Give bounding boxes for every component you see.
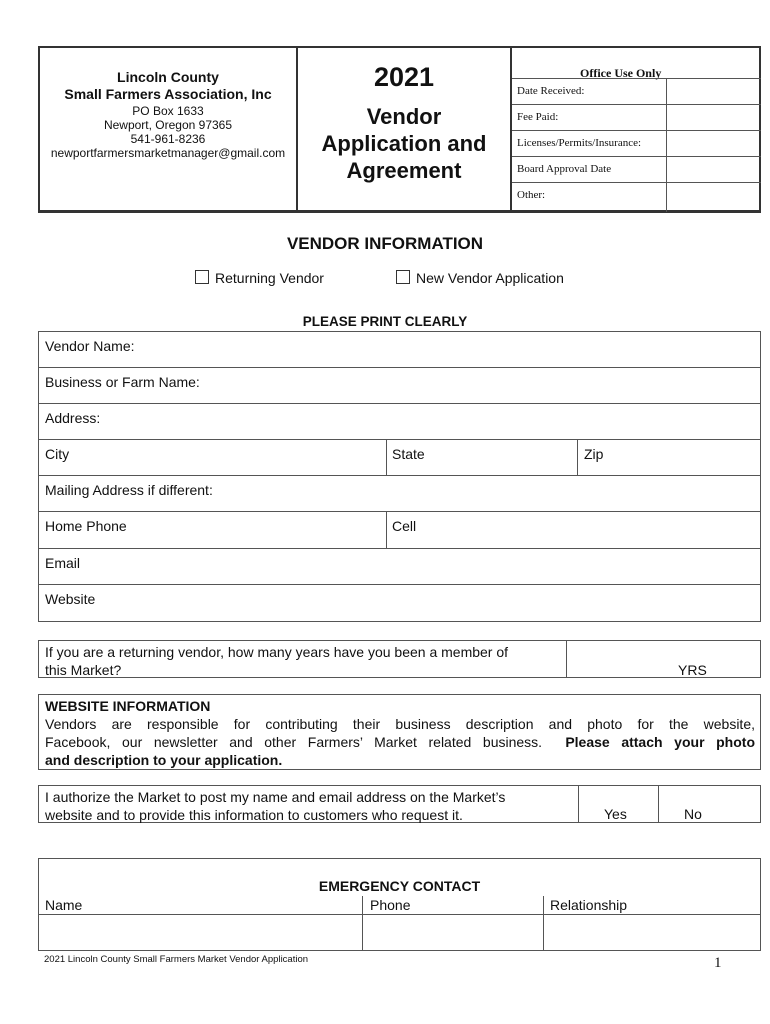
footer-text: 2021 Lincoln County Small Farmers Market Vendor Application [44, 954, 309, 965]
office-row-licenses [512, 130, 761, 156]
website-field[interactable] [38, 584, 761, 622]
office-row-label: Board Approval Date [517, 163, 612, 175]
authorize-yes-option[interactable] [579, 786, 658, 822]
new-vendor-option[interactable] [396, 270, 564, 286]
email-label: Email [45, 555, 81, 571]
new-vendor-label: New Vendor Application [416, 270, 564, 286]
office-row-value[interactable] [666, 131, 762, 156]
phone-row [38, 511, 761, 549]
page-number: 1 [714, 955, 722, 971]
office-row-board-approval [512, 156, 761, 182]
state-label: State [392, 446, 425, 462]
emergency-name-input[interactable] [39, 915, 362, 950]
website-info-line-2 [45, 733, 755, 751]
years-member-row [38, 640, 761, 678]
vendor-info-heading: VENDOR INFORMATION [286, 234, 484, 253]
website-info-line-3-bold: and description to your application. [45, 752, 283, 768]
org-phone: 541-961-8236 [130, 132, 206, 146]
title-line-3: Agreement [346, 158, 462, 183]
emergency-relationship-label: Relationship [550, 897, 628, 913]
city-state-zip-row [38, 439, 761, 476]
website-info-heading: WEBSITE INFORMATION [45, 698, 211, 714]
emergency-contact-heading: EMERGENCY CONTACT [318, 878, 481, 894]
address-field[interactable] [38, 403, 761, 440]
website-info-box [38, 694, 761, 770]
vendor-name-label: Vendor Name: [45, 338, 135, 354]
document-year: 2021 [373, 62, 435, 92]
office-row-value[interactable] [666, 105, 762, 130]
home-phone-label: Home Phone [45, 518, 127, 534]
vendor-name-field[interactable] [38, 331, 761, 368]
authorization-line-1: I authorize the Market to post my name and email address on the Market’s [45, 789, 506, 805]
years-question [45, 643, 565, 679]
org-email: newportfarmersmarketmanager@gmail.com [50, 146, 286, 160]
website-info-line-2-text: Facebook, our newsletter and other Farmers’ Market related business. [45, 734, 543, 750]
divider [577, 440, 578, 475]
zip-label: Zip [584, 446, 604, 462]
returning-vendor-option[interactable] [195, 270, 324, 286]
office-use-heading: Office Use Only [580, 66, 662, 80]
address-label: Address: [45, 410, 101, 426]
authorization-row [38, 785, 761, 823]
years-question-line-2: this Market? [45, 662, 122, 678]
divider [386, 440, 387, 475]
years-question-line-1: If you are a returning vendor, how many years have you been a member of [45, 644, 509, 660]
title-line-1: Vendor [366, 104, 442, 129]
years-input[interactable] [567, 641, 760, 677]
document-title-block [298, 48, 512, 210]
office-row-label: Date Received: [517, 85, 585, 97]
office-row-label: Fee Paid: [517, 111, 559, 123]
print-clearly-notice: PLEASE PRINT CLEARLY [302, 314, 468, 329]
org-name-line-1: Lincoln County [117, 69, 219, 85]
organization-info [40, 48, 298, 210]
website-label: Website [45, 591, 96, 607]
title-line-2: Application and [321, 131, 487, 156]
authorize-no-option[interactable] [659, 786, 760, 822]
city-label: City [45, 446, 70, 462]
website-info-line-1: Vendors are responsible for contributing their business description and photo for the website, [45, 716, 755, 732]
emergency-phone-input[interactable] [363, 915, 543, 950]
emergency-name-label: Name [45, 897, 83, 913]
email-field[interactable] [38, 548, 761, 585]
header-block [38, 46, 761, 213]
office-row-value[interactable] [666, 183, 762, 212]
yes-label: Yes [604, 806, 627, 822]
authorization-text [45, 788, 575, 824]
divider [386, 512, 387, 548]
emergency-contact-box [38, 858, 761, 951]
business-name-field[interactable] [38, 367, 761, 404]
mailing-address-label: Mailing Address if different: [45, 482, 213, 498]
mailing-address-field[interactable] [38, 475, 761, 512]
checkbox-icon[interactable] [396, 270, 410, 284]
authorization-line-2: website and to provide this information to customers who request it. [45, 807, 463, 823]
emergency-phone-label: Phone [370, 897, 411, 913]
website-info-line-2-bold: Please attach your photo [565, 734, 755, 750]
office-row-value[interactable] [666, 79, 762, 104]
checkbox-icon[interactable] [195, 270, 209, 284]
years-unit-label: YRS [678, 662, 707, 678]
emergency-relationship-input[interactable] [544, 915, 760, 950]
office-row-other [512, 182, 761, 212]
office-row-fee-paid [512, 104, 761, 130]
website-info-text [45, 697, 755, 769]
office-row-date-received [512, 78, 761, 104]
cell-label: Cell [392, 518, 417, 534]
returning-vendor-label: Returning Vendor [215, 270, 324, 286]
city-state: Newport, Oregon 97365 [103, 118, 233, 132]
business-name-label: Business or Farm Name: [45, 374, 200, 390]
office-row-value[interactable] [666, 157, 762, 182]
office-row-label: Other: [517, 189, 546, 201]
office-use-box [512, 48, 761, 210]
po-box: PO Box 1633 [132, 104, 204, 118]
office-row-label: Licenses/Permits/Insurance: [517, 137, 642, 149]
no-label: No [684, 806, 702, 822]
org-name-line-2: Small Farmers Association, Inc [64, 86, 272, 102]
